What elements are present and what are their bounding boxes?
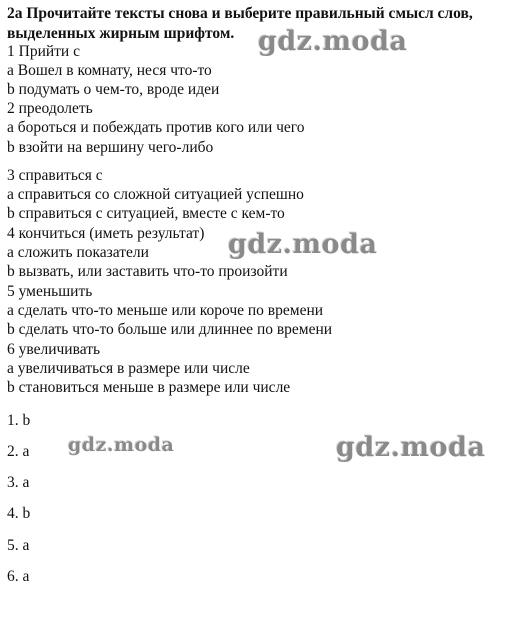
item-6-option-a: a увеличиваться в размере или числе xyxy=(7,360,250,377)
item-1-option-a: a Вошел в комнату, неся что-то xyxy=(7,62,212,79)
answer-5: 5. a xyxy=(7,537,30,554)
item-4-heading: 4 кончиться (иметь результат) xyxy=(7,225,205,242)
watermark: gdz.moda xyxy=(336,432,486,463)
item-2-heading: 2 преодолеть xyxy=(7,100,93,117)
watermark: gdz.moda xyxy=(68,434,175,456)
item-2-option-b: b взойти на вершину чего-либо xyxy=(7,139,214,156)
answer-4: 4. b xyxy=(7,505,31,522)
item-5-option-a: a сделать что-то меньше или короче по времени xyxy=(7,302,324,319)
item-5-option-b: b сделать что-то больше или длиннее по времени xyxy=(7,321,333,338)
item-4-option-a: a сложить показатели xyxy=(7,244,149,261)
item-3-option-b: b справиться с ситуацией, вместе с кем-то xyxy=(7,205,285,222)
watermark: gdz.moda xyxy=(228,229,378,260)
answer-2: 2. a xyxy=(7,443,30,460)
answer-6: 6. a xyxy=(7,568,30,585)
exercise-title: 2a Прочитайте тексты снова и выберите правильный смысл слов, выделенных жирным шрифтом. xyxy=(7,5,473,42)
item-6-heading: 6 увеличивать xyxy=(7,341,101,358)
watermark: gdz.moda xyxy=(258,26,408,57)
answer-3: 3. a xyxy=(7,474,30,491)
item-6-option-b: b становиться меньше в размере или числе xyxy=(7,379,291,396)
item-3-heading: 3 справиться с xyxy=(7,167,103,184)
item-2-option-a: a бороться и побеждать против кого или чего xyxy=(7,119,305,136)
item-4-option-b: b вызвать, или заставить что-то произойти xyxy=(7,263,288,280)
item-3-option-a: a справиться со сложной ситуацией успешно xyxy=(7,186,304,203)
item-5-heading: 5 уменьшить xyxy=(7,283,93,300)
item-1-heading: 1 Прийти с xyxy=(7,43,80,60)
item-1-option-b: b подумать о чем-то, вроде идеи xyxy=(7,81,220,98)
answer-1: 1. b xyxy=(7,412,31,429)
